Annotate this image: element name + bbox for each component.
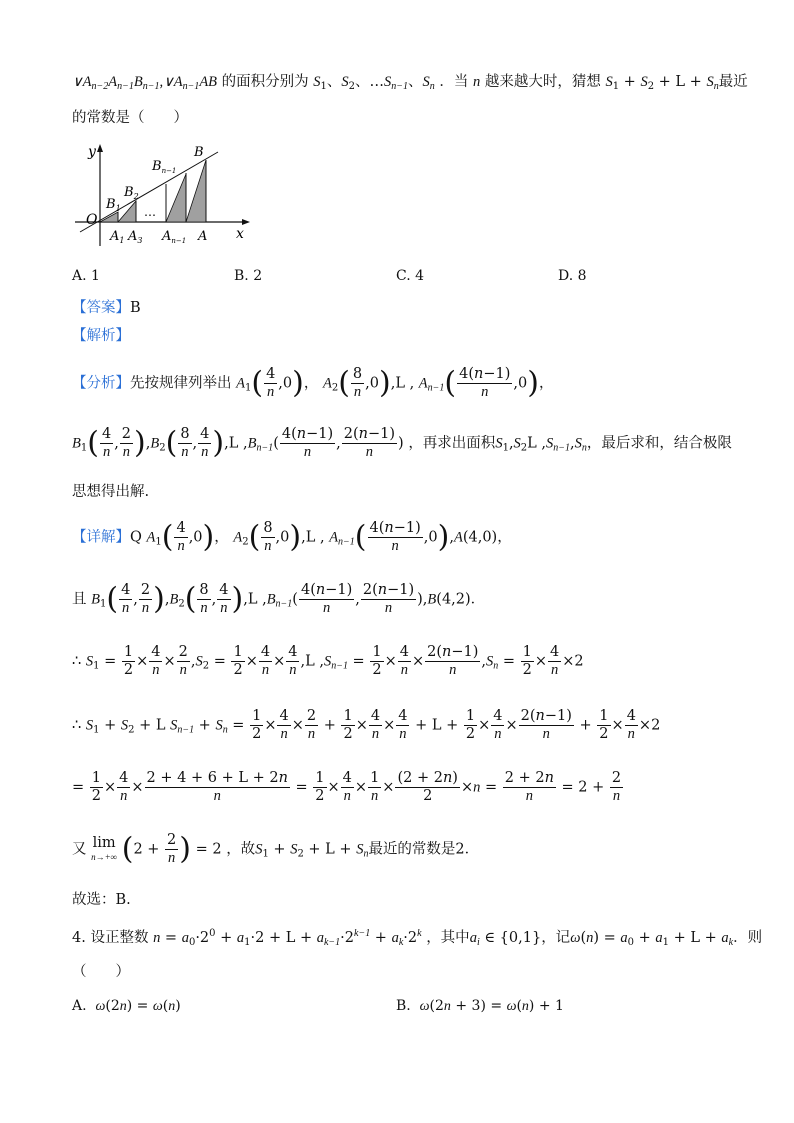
q4-option-a: A. ω(2n) = ω(n)	[72, 998, 181, 1014]
ellipsis-label: …	[144, 205, 156, 219]
detail-line-6: 又 lim n→+∞ (2 + $\frac{2}{n}$ ) = 2 ，故$S_1 + S_2 + L + S_n$最近的常数是2．	[72, 831, 480, 867]
point-bn1-label: $B_{n-1}$	[152, 159, 177, 175]
detail-line-3: ∴ $S_1$ = $\frac{1}{2}$ × $\frac{4}{n}$ × $\frac{2}{n}$ $,S_2$ = $\frac{1}{2}$ × $\frac{4}{n}$ × $\frac{4}{n}$ ,L $,S_{n-1}$ = $\frac{1}{2}$ × $\frac{4}{n}$ × $\frac{2(n-1)}{n}$ $,S_n$ = $\frac{1}{2}$ × $\frac{4}{n}$ ×2	[72, 644, 584, 678]
analysis-line-3: 思想得出解.	[72, 484, 150, 500]
question-4-paren: （ ）	[72, 964, 130, 980]
detail-line-4: ∴ $S_1 + S_2 + L$ $S_{n-1} + S_n$ = $\frac{1}{2}$ × $\frac{4}{n}$ × $\frac{2}{n}$ + $\frac{1}{2}$ × $\frac{4}{n}$ × $\frac{4}{n}$ + L + $\frac{1}{2}$ × $\frac{4}{n}$ × $\frac{2(n-1)}{n}$ + $\frac{1}{2}$ × $\frac{4}{n}$ ×2	[72, 708, 661, 742]
option-a: A. 1	[72, 268, 100, 284]
option-d: D. 8	[558, 268, 587, 284]
option-c: C. 4	[396, 268, 425, 284]
point-b2-label: $B_2$	[124, 185, 139, 201]
answer-line: 【答案】B	[72, 300, 141, 316]
question-header-line: $\vee A_{n-2}A_{n-1}B_{n-1},\vee A_{n-1}AB$ 的面积分别为 $S_1$、$S_2$、$\dots S_{n-1}$、$S_n$ ．当 n 越来越大时，猜想 $S_1 + S_2 + L + S_n$最近	[72, 74, 748, 92]
detail-line-2: 且 $B_1$( $\frac{4}{n}$ , $\frac{2}{n}$ )$,B_2$( $\frac{8}{n}$ , $\frac{4}{n}$ ),L $,B_{n-1}$( $\frac{4(n-1)}{n}$ , $\frac{2(n-1)}{n}$ ),B(4,2)．	[72, 581, 486, 617]
q4-option-b: B. ω(2n + 3) = ω(n) + 1	[396, 998, 564, 1014]
point-a1-label: $A_1$	[110, 229, 125, 245]
analysis-line-2: $B_1$( $\frac{4}{n}$ , $\frac{2}{n}$ )$,B_2$( $\frac{8}{n}$ , $\frac{4}{n}$ ),L $,B_{n-1}$( $\frac{4(n-1)}{n}$ , $\frac{2(n-1)}{n}$ ) ，再求出面积$S_1,S_2L$ $,S_{n-1},S_n$，最后求和，结合极限	[72, 425, 732, 461]
analysis-label: 【解析】	[72, 328, 130, 344]
question-header-line-2: 的常数是（ ）	[72, 110, 188, 126]
option-b: B. 2	[234, 268, 263, 284]
origin-label: O	[86, 212, 98, 228]
detail-line-5: = $\frac{1}{2}$ × $\frac{4}{n}$ × $\frac{2 + 4 + 6 + L + 2n}{n}$ = $\frac{1}{2}$ × $\frac{4}{n}$ × $\frac{1}{n}$ × $\frac{(2 + 2n)}{2}$ ×n = $\frac{2 + 2n}{n}$ = 2 + $\frac{2}{n}$	[72, 770, 622, 804]
detail-line-1: 【详解】Q $A_1$( $\frac{4}{n}$ ,0)， $A_2$( $\frac{8}{n}$ ,0),L , $A_{n-1}$( $\frac{4(n-1)}{n}$ ,0),A(4,0)，	[72, 519, 512, 555]
point-a-label: A	[198, 229, 208, 244]
question-4-stem: 4. 设正整数 $n = a_0\cdot 2^0 + a_1\cdot 2 + L + a_{k-1}\cdot 2^{k-1} + a_k\cdot 2^k$ ，其中$a_i$ ∈ {0,1}，记$\omega(n) = a_0 + a_1 + L + a_k$．则	[72, 928, 763, 948]
analysis-line-1: 【分析】先按规律列举出 $A_1$( $\frac{4}{n}$ ,0)， $A_2$( $\frac{8}{n}$ ,0),L , $A_{n-1}$( $\frac{4(n-1)}{n}$ ,0)，	[72, 365, 554, 401]
point-b1-label: $B_1$	[106, 197, 121, 213]
x-axis-label: x	[236, 226, 244, 242]
point-b-label: B	[194, 145, 204, 160]
triangle-symbol: ∨A	[72, 74, 92, 90]
choose-line: 故选：B.	[72, 892, 131, 908]
point-an1-label: $A_{n-1}$	[162, 229, 187, 245]
y-axis-label: y	[88, 144, 96, 160]
point-a3-label: $A_3$	[128, 229, 143, 245]
triangle-figure	[70, 140, 260, 252]
